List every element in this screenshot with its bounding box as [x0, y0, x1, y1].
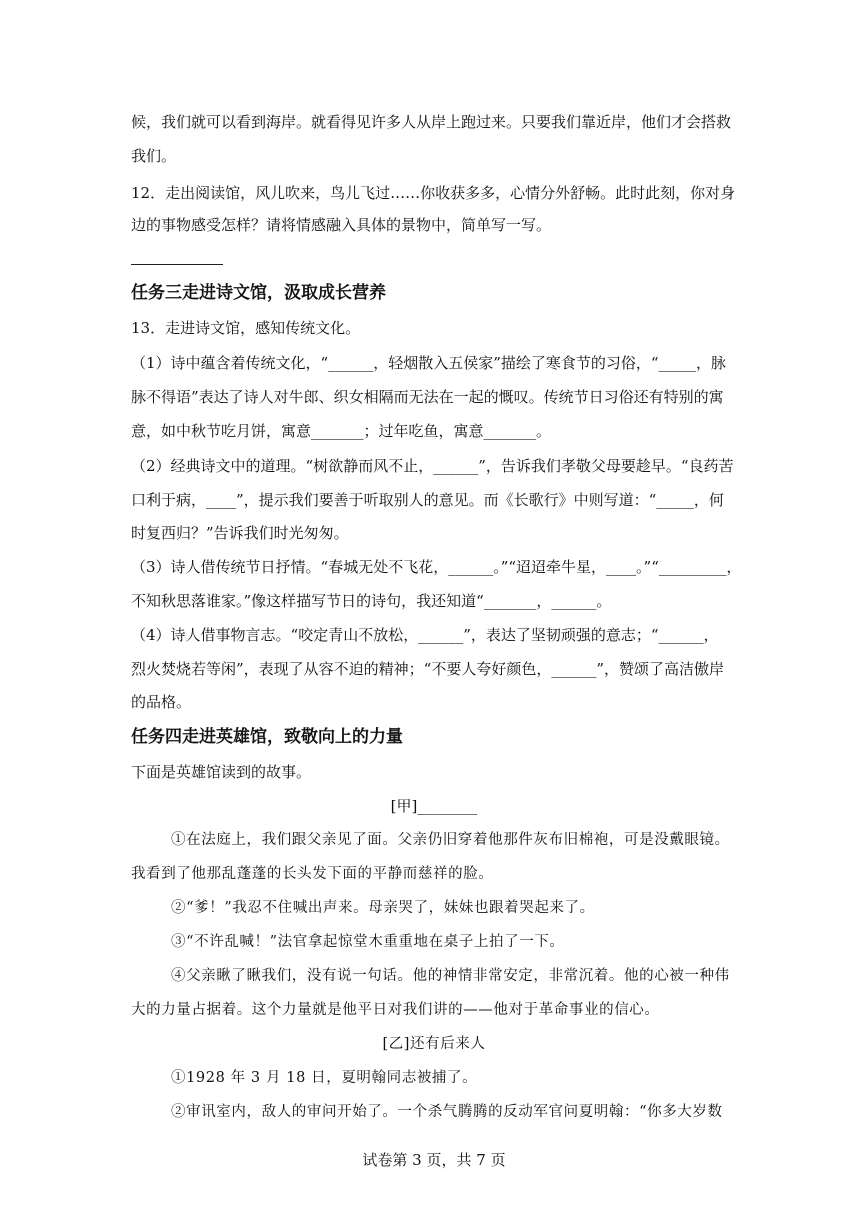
story-a-para-1-line-1: ①在法庭上，我们跟父亲见了面。父亲仍旧穿着他那件灰布旧棉袍，可是没戴眼镜。	[171, 832, 730, 848]
question-12-line-1: 12．走出阅读馆，风儿吹来，鸟儿飞过……你收获多多，心情分外舒畅。此时此刻，你对身	[131, 184, 736, 202]
task-3-heading: 任务三走进诗文馆，汲取成长营养	[131, 283, 386, 303]
story-a-para-4-line-2: 大的力量占据着。这个力量就是他平日对我们讲的——他对于革命事业的信心。	[131, 1002, 660, 1018]
task-4-intro: 下面是英雄馆读到的故事。	[131, 763, 312, 781]
q13-part4-line-3: 的品格。	[131, 693, 192, 711]
answer-line	[131, 264, 223, 265]
q13-part4-line-2: 烈火焚烧若等闲”，表现了从容不迫的精神；“不要人夸好颜色，______”，赞颂了高洁傲岸	[131, 660, 725, 678]
q13-part2-line-2: 口利于病，____”，提示我们要善于听取别人的意见。而《长歌行》中则写道：“_____，何	[131, 491, 724, 509]
q13-part3-line-1: （3）诗人借传统节日抒情。“春城无处不飞花，______。”“迢迢牵牛星，____。”“_________，	[131, 558, 742, 576]
passage-continuation-line-2: 我们。	[131, 147, 177, 165]
story-b-para-2: ②审讯室内，敌人的审问开始了。一个杀气腾腾的反动军官问夏明翰：“你多大岁数	[171, 1104, 723, 1120]
story-a-para-4-line-1: ④父亲瞅了瞅我们，没有说一句话。他的神情非常安定，非常沉着。他的心被一种伟	[171, 968, 730, 984]
story-a-para-3: ③“不许乱喊！”法官拿起惊堂木重重地在桌子上拍了一下。	[171, 934, 565, 950]
q13-part2-line-3: 时复西归？”告诉我们时光匆匆。	[131, 524, 349, 542]
q13-part1-line-3: 意，如中秋节吃月饼，寓意_______；过年吃鱼，寓意_______。	[131, 422, 552, 440]
q13-part2-line-1: （2）经典诗文中的道理。“树欲静而风不止，______”，告诉我们孝敬父母要趁早。“良药苦	[131, 457, 734, 475]
story-b-para-1: ①1928 年 3 月 18 日，夏明翰同志被捕了。	[171, 1070, 478, 1086]
story-a-title: [甲]________	[390, 797, 478, 815]
question-13-intro: 13．走进诗文馆，感知传统文化。	[131, 319, 361, 337]
story-b-title: [乙]还有后来人	[382, 1036, 486, 1052]
question-12-line-2: 边的事物感受怎样？请将情感融入具体的景物中，简单写一写。	[131, 216, 552, 234]
page-footer: 试卷第 3 页，共 7 页	[362, 1151, 506, 1169]
story-a-para-1-line-2: 我看到了他那乱蓬蓬的长头发下面的平静而慈祥的脸。	[131, 866, 494, 882]
q13-part1-line-2: 脉不得语”表达了诗人对牛郎、织女相隔而无法在一起的慨叹。传统节日习俗还有特别的寓	[131, 388, 724, 406]
q13-part1-line-1: （1）诗中蕴含着传统文化，“______，轻烟散入五侯家”描绘了寒食节的习俗，“_____，脉	[131, 354, 727, 372]
q13-part4-line-1: （4）诗人借事物言志。“咬定青山不放松，______”，表达了坚韧顽强的意志；“______，	[131, 626, 719, 644]
story-a-para-2: ②“爹！”我忍不住喊出声来。母亲哭了，妹妹也跟着哭起来了。	[171, 900, 595, 916]
q13-part3-line-2: 不知秋思落谁家。”像这样描写节日的诗句，我还知道“_______，______。	[131, 592, 612, 610]
task-4-heading: 任务四走进英雄馆，致敬向上的力量	[131, 727, 403, 747]
passage-continuation-line-1: 候，我们就可以看到海岸。就看得见许多人从岸上跑过来。只要我们靠近岸，他们才会搭救	[131, 113, 732, 131]
